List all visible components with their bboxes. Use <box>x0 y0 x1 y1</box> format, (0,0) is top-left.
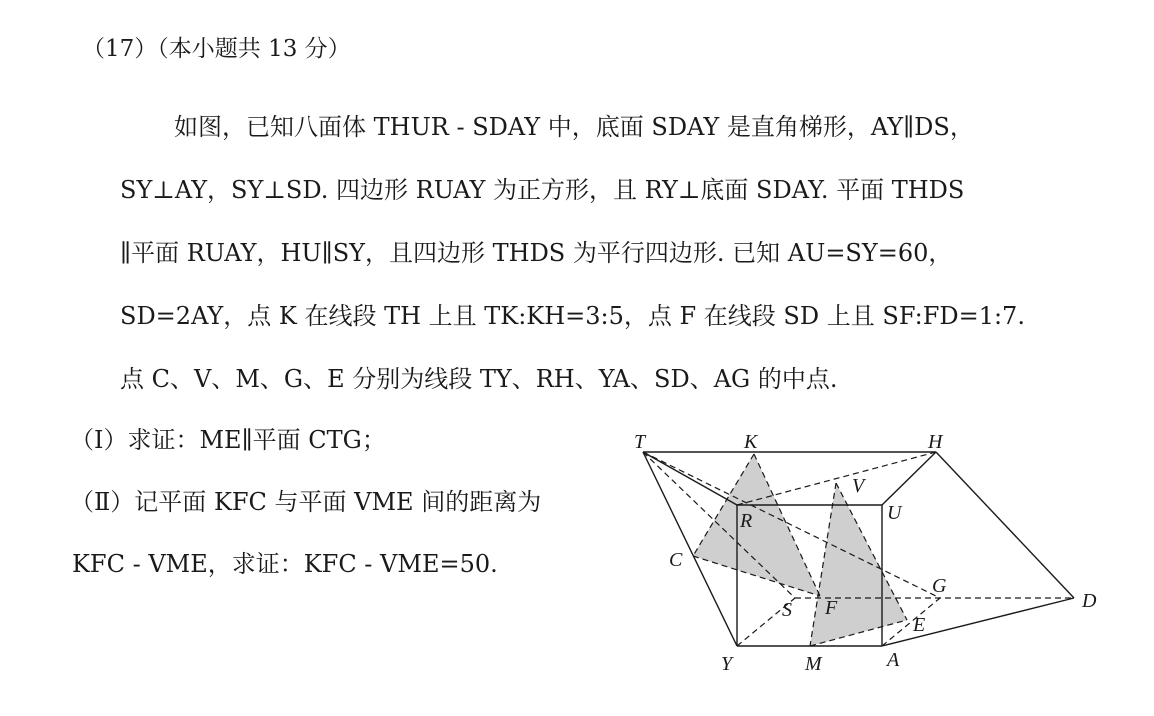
label-R: R <box>740 510 753 532</box>
label-E: E <box>913 614 926 636</box>
label-S: S <box>782 599 792 621</box>
label-V: V <box>852 475 865 497</box>
problem-line-3: ∥平面 RUAY，HU∥SY，且四边形 THDS 为平行四边形. 已知 AU=SY=60， <box>120 239 953 267</box>
part-2-question-line-2: KFC - VME，求证：KFC - VME=50. <box>72 550 498 578</box>
problem-line-5: 点 C、V、M、G、E 分别为线段 TY、RH、YA、SD、AG 的中点. <box>120 365 838 393</box>
label-G: G <box>932 575 947 597</box>
label-A: A <box>887 649 900 671</box>
label-H: H <box>928 431 943 453</box>
label-M: M <box>805 653 822 675</box>
label-D: D <box>1082 590 1097 612</box>
problem-line-2: SY⊥AY，SY⊥SD. 四边形 RUAY 为正方形，且 RY⊥底面 SDAY. 平面 THDS <box>120 176 965 204</box>
part-1-question: （Ⅰ）求证：ME∥平面 CTG； <box>70 426 386 454</box>
label-K: K <box>744 431 758 453</box>
label-T: T <box>634 431 646 453</box>
label-U: U <box>887 502 902 524</box>
label-F: F <box>825 597 838 619</box>
part-2-question-line-1: （Ⅱ）记平面 KFC 与平面 VME 间的距离为 <box>70 488 542 516</box>
label-Y: Y <box>721 653 733 675</box>
problem-header: （17）（本小题共 13 分） <box>82 36 351 62</box>
problem-line-1: 如图，已知八面体 THUR - SDAY 中，底面 SDAY 是直角梯形，AY∥DS， <box>174 113 974 141</box>
label-C: C <box>669 549 683 571</box>
problem-line-4: SD=2AY，点 K 在线段 TH 上且 TK:KH=3:5，点 F 在线段 SD 上且 SF:FD=1:7. <box>120 302 1025 330</box>
